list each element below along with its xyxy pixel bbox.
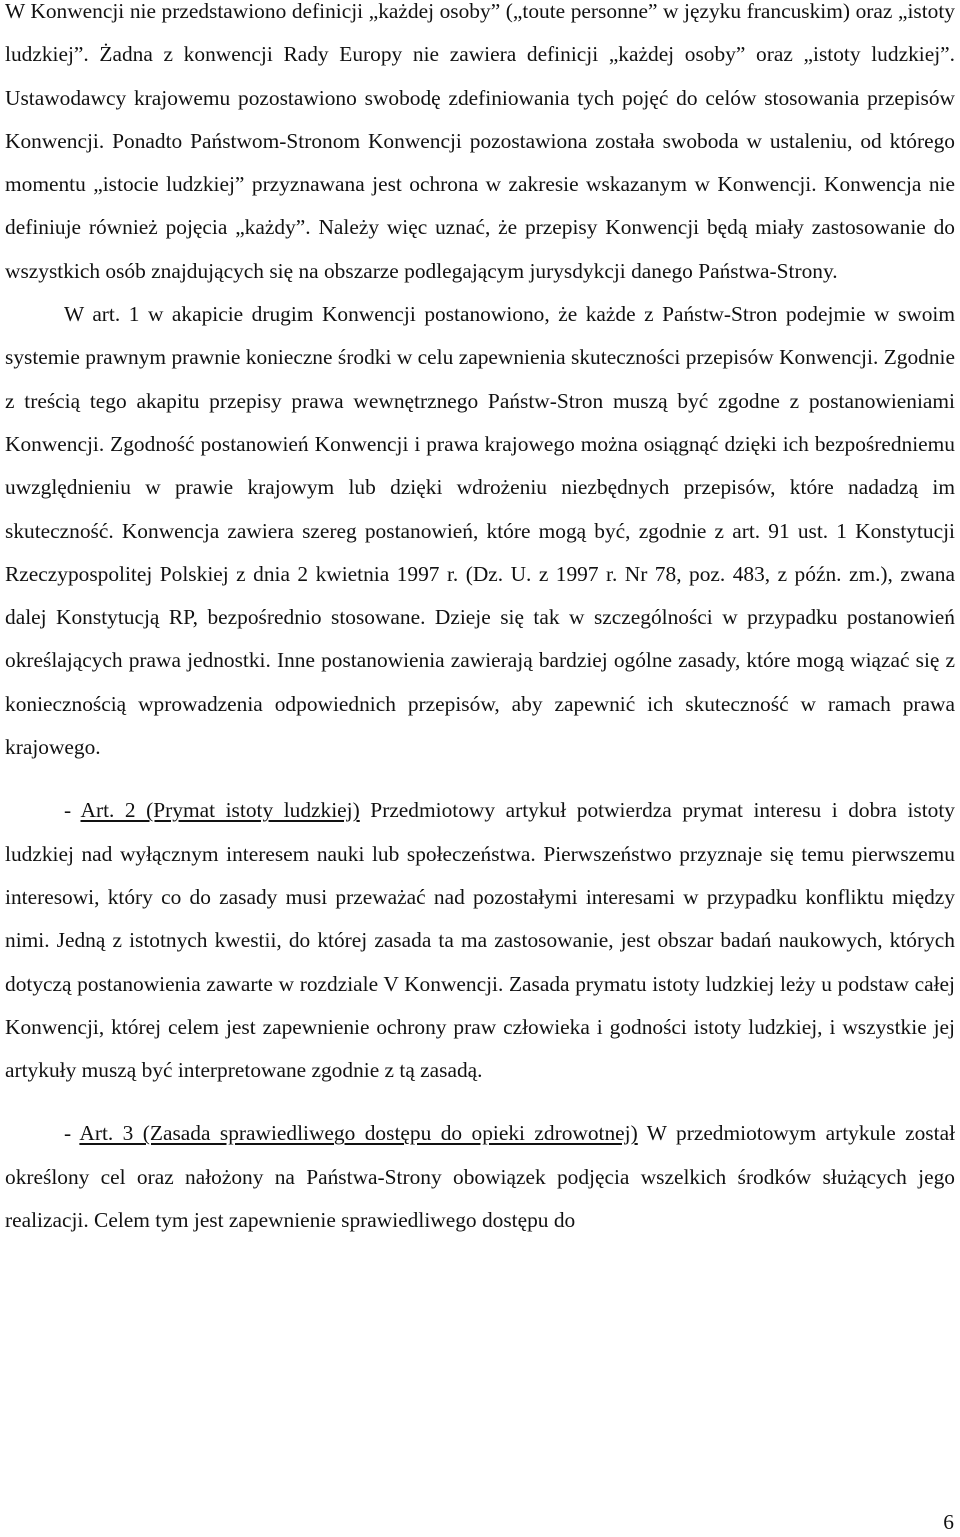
- paragraph-gap: [5, 1092, 955, 1112]
- paragraph-article-3: [5, 1112, 955, 1242]
- list-dash: -: [64, 798, 81, 823]
- document-page: [5, 0, 955, 1242]
- paragraph-article-1: W art. 1 w akapicie drugim Konwencji postanowiono, że każde z Państw-Stron podejmie w swoim systemie prawnym prawnie konieczne środki w celu zapewnienia skuteczności przepisów Konwencji. Zgodnie z treścią tego akapitu przepisy prawa wewnętrznego Państw-Stron muszą być zgodne z postanowieniami Konwencji. Zgodność postanowień Konwencji i prawa krajowego można osiągnąć dzięki ich bezpośredniemu uwzględnieniu w prawie krajowym lub dzięki wdrożeniu niezbędnych przepisów, które nadadzą im skuteczność. Konwencja zawiera szereg postanowień, które mogą być, zgodnie z art. 91 ust. 1 Konstytucji Rzeczypospolitej Polskiej z dnia 2 kwietnia 1997 r. (Dz. U. z 1997 r. Nr 78, poz. 483, z późn. zm.), zwana dalej Konstytucją RP, bezpośrednio stosowane. Dzieje się tak w szczególności w przypadku postanowień określających prawa jednostki. Inne postanowienia zawierają bardziej ogólne zasady, które mogą wiązać się z koniecznością wprowadzenia odpowiednich przepisów, aby zapewnić ich skuteczność w ramach prawa krajowego.: [5, 302, 955, 760]
- page-number: 6: [943, 1510, 954, 1534]
- article-3-body: W przedmiotowym artykule został określony cel oraz nałożony na Państwa-Strony obowiązek podjęcia wszelkich środków służących jego realizacji. Celem tym jest zapewnienie sprawiedliwego dostępu do: [5, 1121, 956, 1233]
- paragraph-definitions: W Konwencji nie przedstawiono definicji „każdej osoby” („toute personne” w języku francuskim) oraz „istoty ludzkiej”. Żadna z konwencji Rady Europy nie zawiera definicji „każdej osoby” oraz „istoty ludzkiej”. Ustawodawcy krajowemu pozostawiono swobodę zdefiniowania tych pojęć do celów stosowania przepisów Konwencji. Ponadto Państwom-Stronom Konwencji pozostawiona została swoboda w ustaleniu, od którego momentu „istocie ludzkiej” przyznawana jest ochrona w zakresie wskazanym w Konwencji. Konwencja nie definiuje również pojęcia „każdy”. Należy więc uznać, że przepisy Konwencji będą miały zastosowanie do wszystkich osób znajdujących się na obszarze podlegającym jurysdykcji danego Państwa-Strony.: [5, 0, 955, 283]
- paragraph-article-2: [5, 789, 955, 1092]
- article-3-heading: Art. 3 (Zasada sprawiedliwego dostępu do opieki zdrowotnej): [79, 1121, 638, 1146]
- article-2-body: Przedmiotowy artykuł potwierdza prymat interesu i dobra istoty ludzkiej nad wyłącznym interesem nauki lub społeczeństwa. Pierwszeństwo przyznaje się temu pierwszemu interesowi, który co do zasady musi przeważać nad pozostałymi interesami w przypadku konfliktu między nimi. Jedną z istotnych kwestii, do której zasada ta ma zastosowanie, jest obszar badań naukowych, których dotyczą postanowienia zawarte w rozdziale V Konwencji. Zasada prymatu istoty ludzkiej leży u podstaw całej Konwencji, której celem jest zapewnienie ochrony praw człowieka i godności istoty ludzkiej, i wszystkie jej artykuły muszą być interpretowane zgodnie z tą zasadą.: [5, 798, 956, 1083]
- article-2-heading: Art. 2 (Prymat istoty ludzkiej): [80, 798, 360, 823]
- list-dash: -: [64, 1121, 80, 1146]
- paragraph-gap: [5, 769, 955, 789]
